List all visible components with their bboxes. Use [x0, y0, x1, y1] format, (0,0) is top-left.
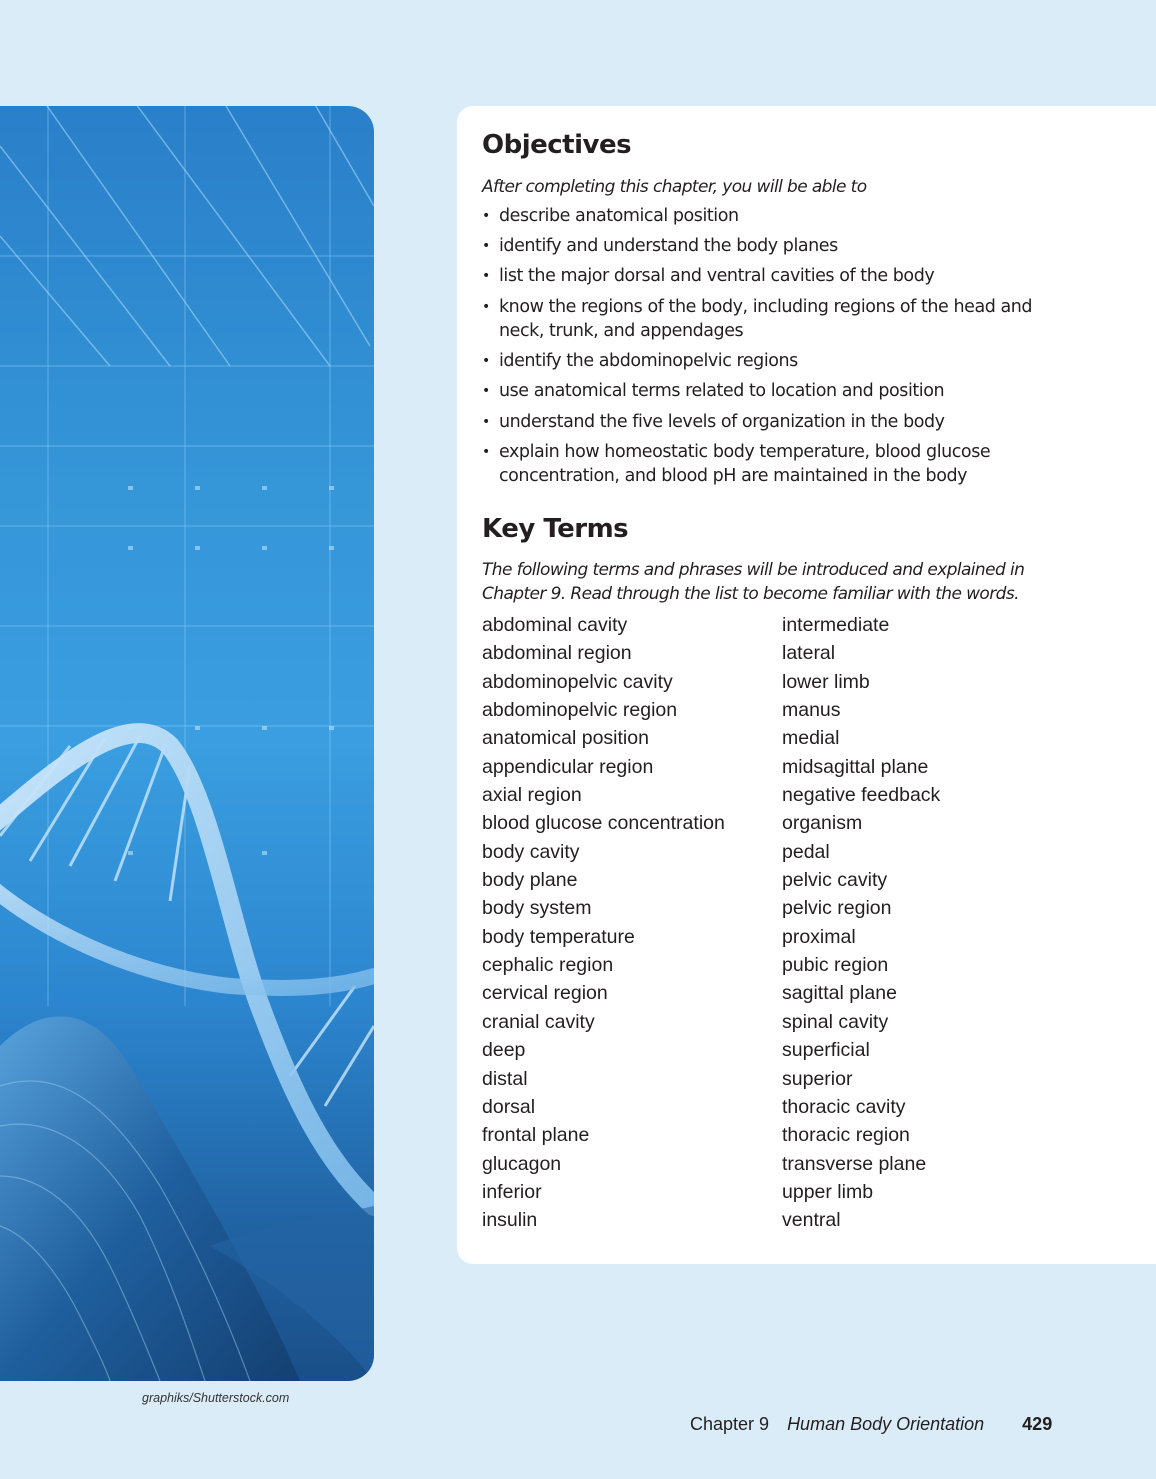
key-term: pubic region	[782, 954, 889, 977]
objective-item: • identify the abdominopelvic regions	[482, 349, 1062, 374]
key-term: midsagittal plane	[782, 755, 929, 778]
footer-chapter: Chapter 9	[690, 1414, 770, 1434]
key-term: transverse plane	[782, 1152, 927, 1175]
key-term: pelvic region	[782, 897, 892, 920]
bullet-icon: •	[482, 268, 490, 285]
key-term: manus	[782, 699, 841, 722]
key-terms-intro-line2: Chapter 9. Read through the list to become familiar with the words.	[482, 584, 1019, 604]
key-term: medial	[782, 727, 840, 750]
bullet-icon: •	[482, 298, 490, 315]
key-term: insulin	[482, 1209, 538, 1232]
objective-item: • know the regions of the body, including regions of the head and neck, trunk, and appendages	[482, 296, 1033, 342]
key-term: thoracic cavity	[782, 1095, 906, 1118]
key-term: negative feedback	[782, 784, 941, 807]
key-term: axial region	[482, 784, 582, 807]
objective-item: • explain how homeostatic body temperature, blood glucose concentration, and blood pH are maintained in the body	[482, 441, 991, 487]
key-terms-list	[482, 612, 940, 1236]
bullet-icon: •	[482, 413, 490, 430]
key-term: pelvic cavity	[782, 869, 888, 892]
photo-credit: graphiks/Shutterstock.com	[142, 1391, 290, 1405]
bullet-icon: •	[482, 443, 490, 460]
key-term: thoracic region	[782, 1124, 910, 1147]
objective-item: • list the major dorsal and ventral cavities of the body	[482, 264, 1062, 289]
dna-helix-illustration	[0, 106, 374, 1381]
key-term: blood glucose concentration	[482, 812, 725, 835]
key-term: frontal plane	[482, 1124, 590, 1147]
key-term: cervical region	[482, 982, 608, 1005]
page-footer	[690, 1414, 1052, 1435]
key-term: appendicular region	[482, 755, 654, 778]
key-term: pedal	[782, 840, 830, 863]
key-term: deep	[482, 1039, 526, 1062]
bullet-icon: •	[482, 383, 490, 400]
objectives-list	[482, 204, 1062, 495]
key-term: lower limb	[782, 670, 870, 693]
objective-item: • describe anatomical position	[482, 204, 1062, 229]
footer-chapter-title: Human Body Orientation	[787, 1414, 985, 1434]
key-term: cephalic region	[482, 954, 614, 977]
key-term: organism	[782, 812, 863, 835]
objectives-heading: Objectives	[482, 130, 632, 160]
objective-item: • identify and understand the body planes	[482, 234, 1062, 259]
key-term: proximal	[782, 925, 856, 948]
bullet-icon: •	[482, 238, 490, 255]
key-term: body cavity	[482, 840, 580, 863]
bullet-icon: •	[482, 208, 490, 224]
key-term: intermediate	[782, 614, 890, 636]
key-term: upper limb	[782, 1180, 874, 1203]
page-number: 429	[1022, 1414, 1053, 1434]
key-term: anatomical position	[482, 727, 649, 750]
key-term: spinal cavity	[782, 1010, 889, 1033]
key-term: ventral	[782, 1209, 841, 1232]
key-term: glucagon	[482, 1152, 562, 1175]
key-terms-intro-line1: The following terms and phrases will be introduced and explained in	[482, 560, 1025, 580]
key-term: superficial	[782, 1039, 870, 1062]
key-term: dorsal	[482, 1095, 536, 1118]
key-term: body system	[482, 897, 592, 920]
key-term: body plane	[482, 869, 578, 892]
key-term: lateral	[782, 642, 836, 665]
objectives-intro: After completing this chapter, you will be able to	[482, 177, 867, 197]
chapter-opener-photo	[0, 106, 374, 1381]
key-term: distal	[482, 1067, 528, 1090]
key-term: abdominopelvic cavity	[482, 670, 673, 693]
key-term: inferior	[482, 1180, 542, 1203]
bullet-icon: •	[482, 353, 490, 370]
key-term: superior	[782, 1067, 853, 1090]
key-terms-column-right	[782, 612, 940, 1236]
key-terms-column-left	[482, 612, 782, 1236]
key-term: cranial cavity	[482, 1010, 595, 1033]
key-term: abdominal cavity	[482, 614, 628, 636]
key-term: body temperature	[482, 925, 635, 948]
key-term: abdominopelvic region	[482, 699, 678, 722]
key-term: abdominal region	[482, 642, 632, 665]
objective-item: • use anatomical terms related to location and position	[482, 379, 1062, 404]
objective-item: • understand the five levels of organization in the body	[482, 410, 1062, 435]
key-term: sagittal plane	[782, 982, 897, 1005]
key-terms-heading: Key Terms	[482, 514, 629, 544]
